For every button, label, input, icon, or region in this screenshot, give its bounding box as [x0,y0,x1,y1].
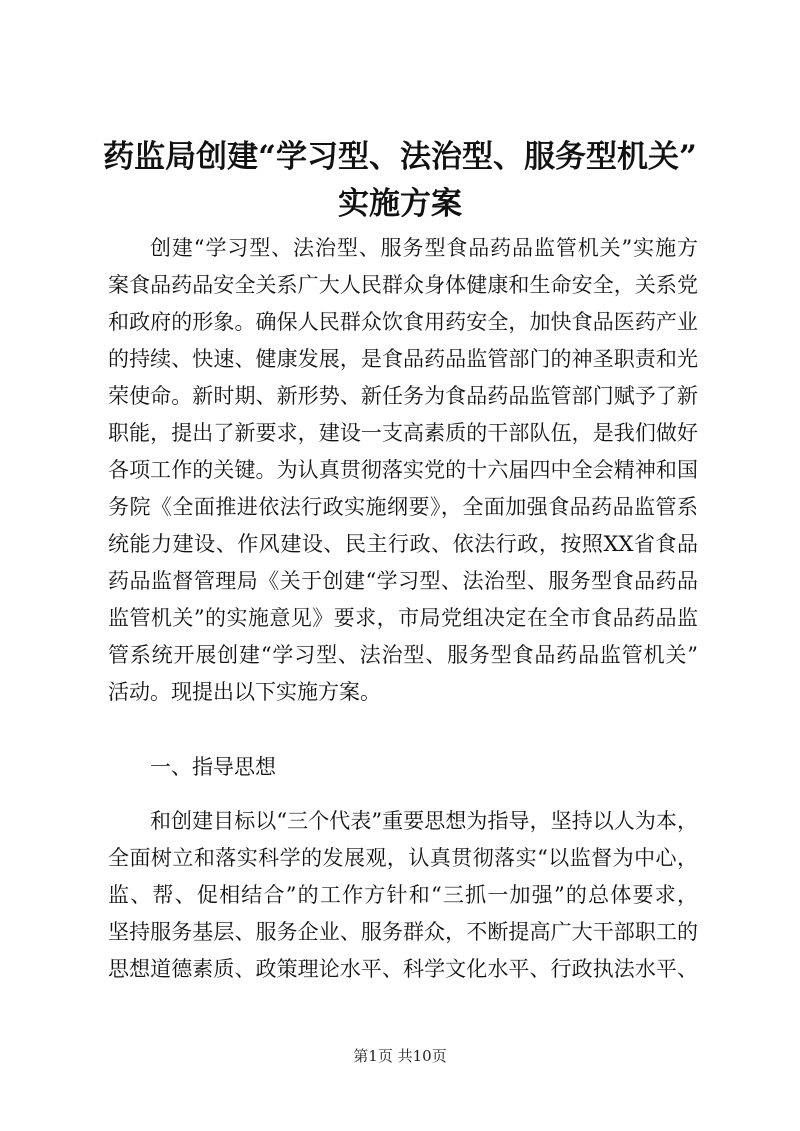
text-line: 药品监督管理局《关于创建“学习型、法治型、服务型食品药品 [108,569,698,593]
text-line: 创建“学习型、法治型、服务型食品药品监管机关”实施方 [150,236,698,260]
text-line: 务院《全面推进依法行政实施纲要》，全面加强食品药品监管系 [108,495,698,519]
text-line: 管系统开展创建“学习型、法治型、服务型食品药品监管机关” [108,643,698,667]
document-title-line-1: 药监局创建“学习型、法治型、服务型机关” [103,139,697,175]
text-line: 全面树立和落实科学的发展观，认真贯彻落实“以监督为中心， [108,846,698,870]
text-line: 和创建目标以“三个代表”重要思想为指导，坚持以人为本， [150,809,698,833]
text-line: 监、帮、促相结合”的工作方针和“三抓一加强”的总体要求， [108,883,698,907]
text-line: 坚持服务基层、服务企业、服务群众，不断提高广大干部职工的 [108,920,698,944]
document-title-line-2: 实施方案 [338,186,462,222]
text-line: 思想道德素质、政策理论水平、科学文化水平、行政执法水平、 [108,957,698,981]
page-footer: 第1页 共10页 [353,1047,447,1065]
text-line: 和政府的形象。确保人民群众饮食用药安全，加快食品医药产业 [108,310,698,334]
text-line: 荣使命。新时期、新形势、新任务为食品药品监管部门赋予了新 [108,384,698,408]
text-line: 职能，提出了新要求，建设一支高素质的干部队伍，是我们做好 [108,421,698,445]
text-line: 案食品药品安全关系广大人民群众身体健康和生命安全，关系党 [108,273,698,297]
text-line: 的持续、快速、健康发展，是食品药品监管部门的神圣职责和光 [108,347,698,371]
text-line: 统能力建设、作风建设、民主行政、依法行政，按照XX省食品 [108,532,698,556]
text-line: 各项工作的关键。为认真贯彻落实党的十六届四中全会精神和国 [108,458,698,482]
text-line: 活动。现提出以下实施方案。 [108,680,381,704]
section-heading: 一、指导思想 [150,755,276,779]
text-line: 监管机关”的实施意见》要求，市局党组决定在全市食品药品监 [108,606,698,630]
